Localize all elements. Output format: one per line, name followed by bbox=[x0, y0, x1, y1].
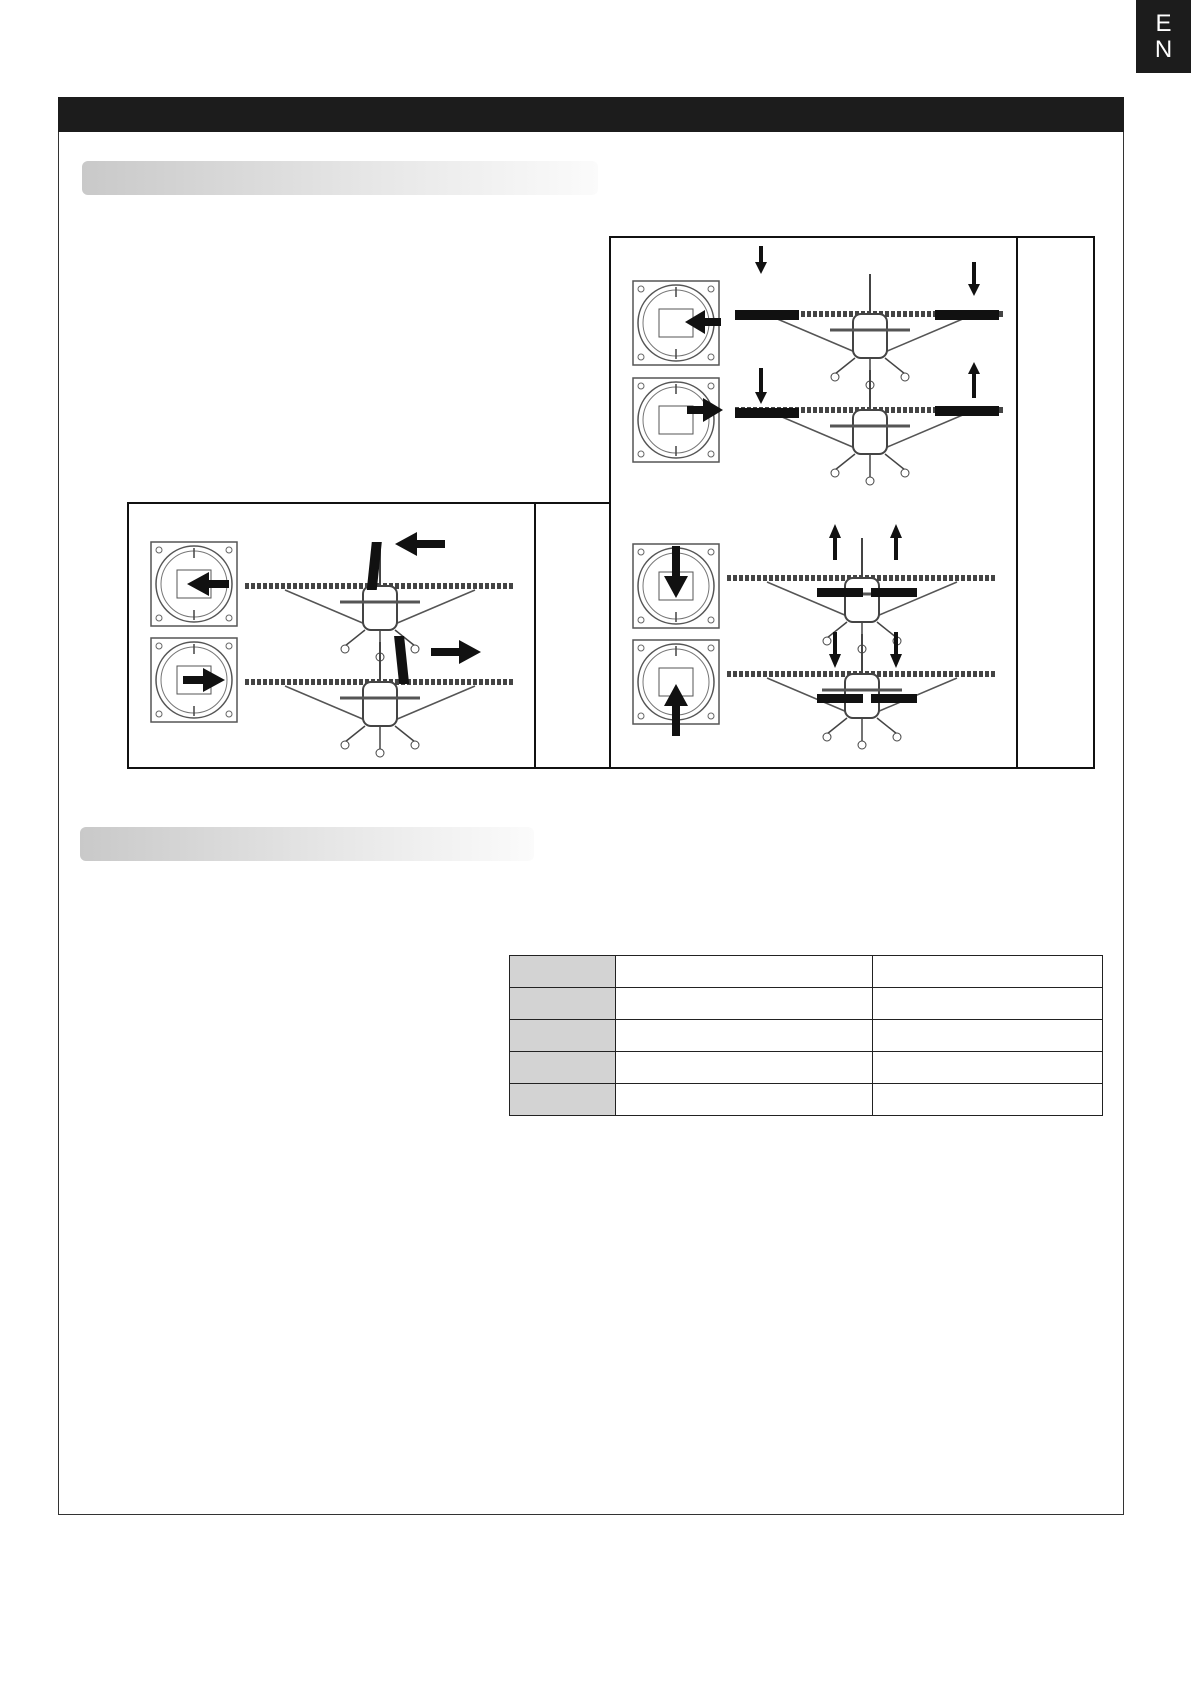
table-cell bbox=[510, 1084, 616, 1116]
table-cell bbox=[616, 988, 873, 1020]
table-row bbox=[510, 1020, 1103, 1052]
table-cell bbox=[873, 1020, 1103, 1052]
language-tab-letter-n: N bbox=[1154, 35, 1173, 63]
aileron-illustration bbox=[609, 236, 1014, 505]
language-tab bbox=[1136, 0, 1191, 73]
panel-label-column bbox=[1016, 238, 1095, 503]
table-cell bbox=[873, 956, 1103, 988]
table-row bbox=[510, 956, 1103, 988]
panel-label-column bbox=[534, 504, 613, 767]
elevator-illustration bbox=[609, 502, 1014, 769]
table-cell bbox=[616, 1052, 873, 1084]
table-cell bbox=[510, 956, 616, 988]
panel-label-column bbox=[1016, 502, 1095, 767]
table-row bbox=[510, 1084, 1103, 1116]
table-cell bbox=[616, 956, 873, 988]
table-row bbox=[510, 988, 1103, 1020]
table-cell bbox=[873, 988, 1103, 1020]
section-header-control-throws bbox=[80, 827, 534, 861]
table-cell bbox=[616, 1084, 873, 1116]
table-cell bbox=[873, 1084, 1103, 1116]
throws-table bbox=[509, 955, 1103, 1116]
language-tab-letter-e: E bbox=[1155, 9, 1172, 37]
page-title-bar bbox=[58, 97, 1124, 132]
section-header-control-test bbox=[82, 161, 598, 195]
table-cell bbox=[510, 1020, 616, 1052]
table-row bbox=[510, 1052, 1103, 1084]
table-cell bbox=[510, 988, 616, 1020]
table-cell bbox=[616, 1020, 873, 1052]
rudder-illustration bbox=[127, 502, 532, 769]
table-cell bbox=[510, 1052, 616, 1084]
table-cell bbox=[873, 1052, 1103, 1084]
